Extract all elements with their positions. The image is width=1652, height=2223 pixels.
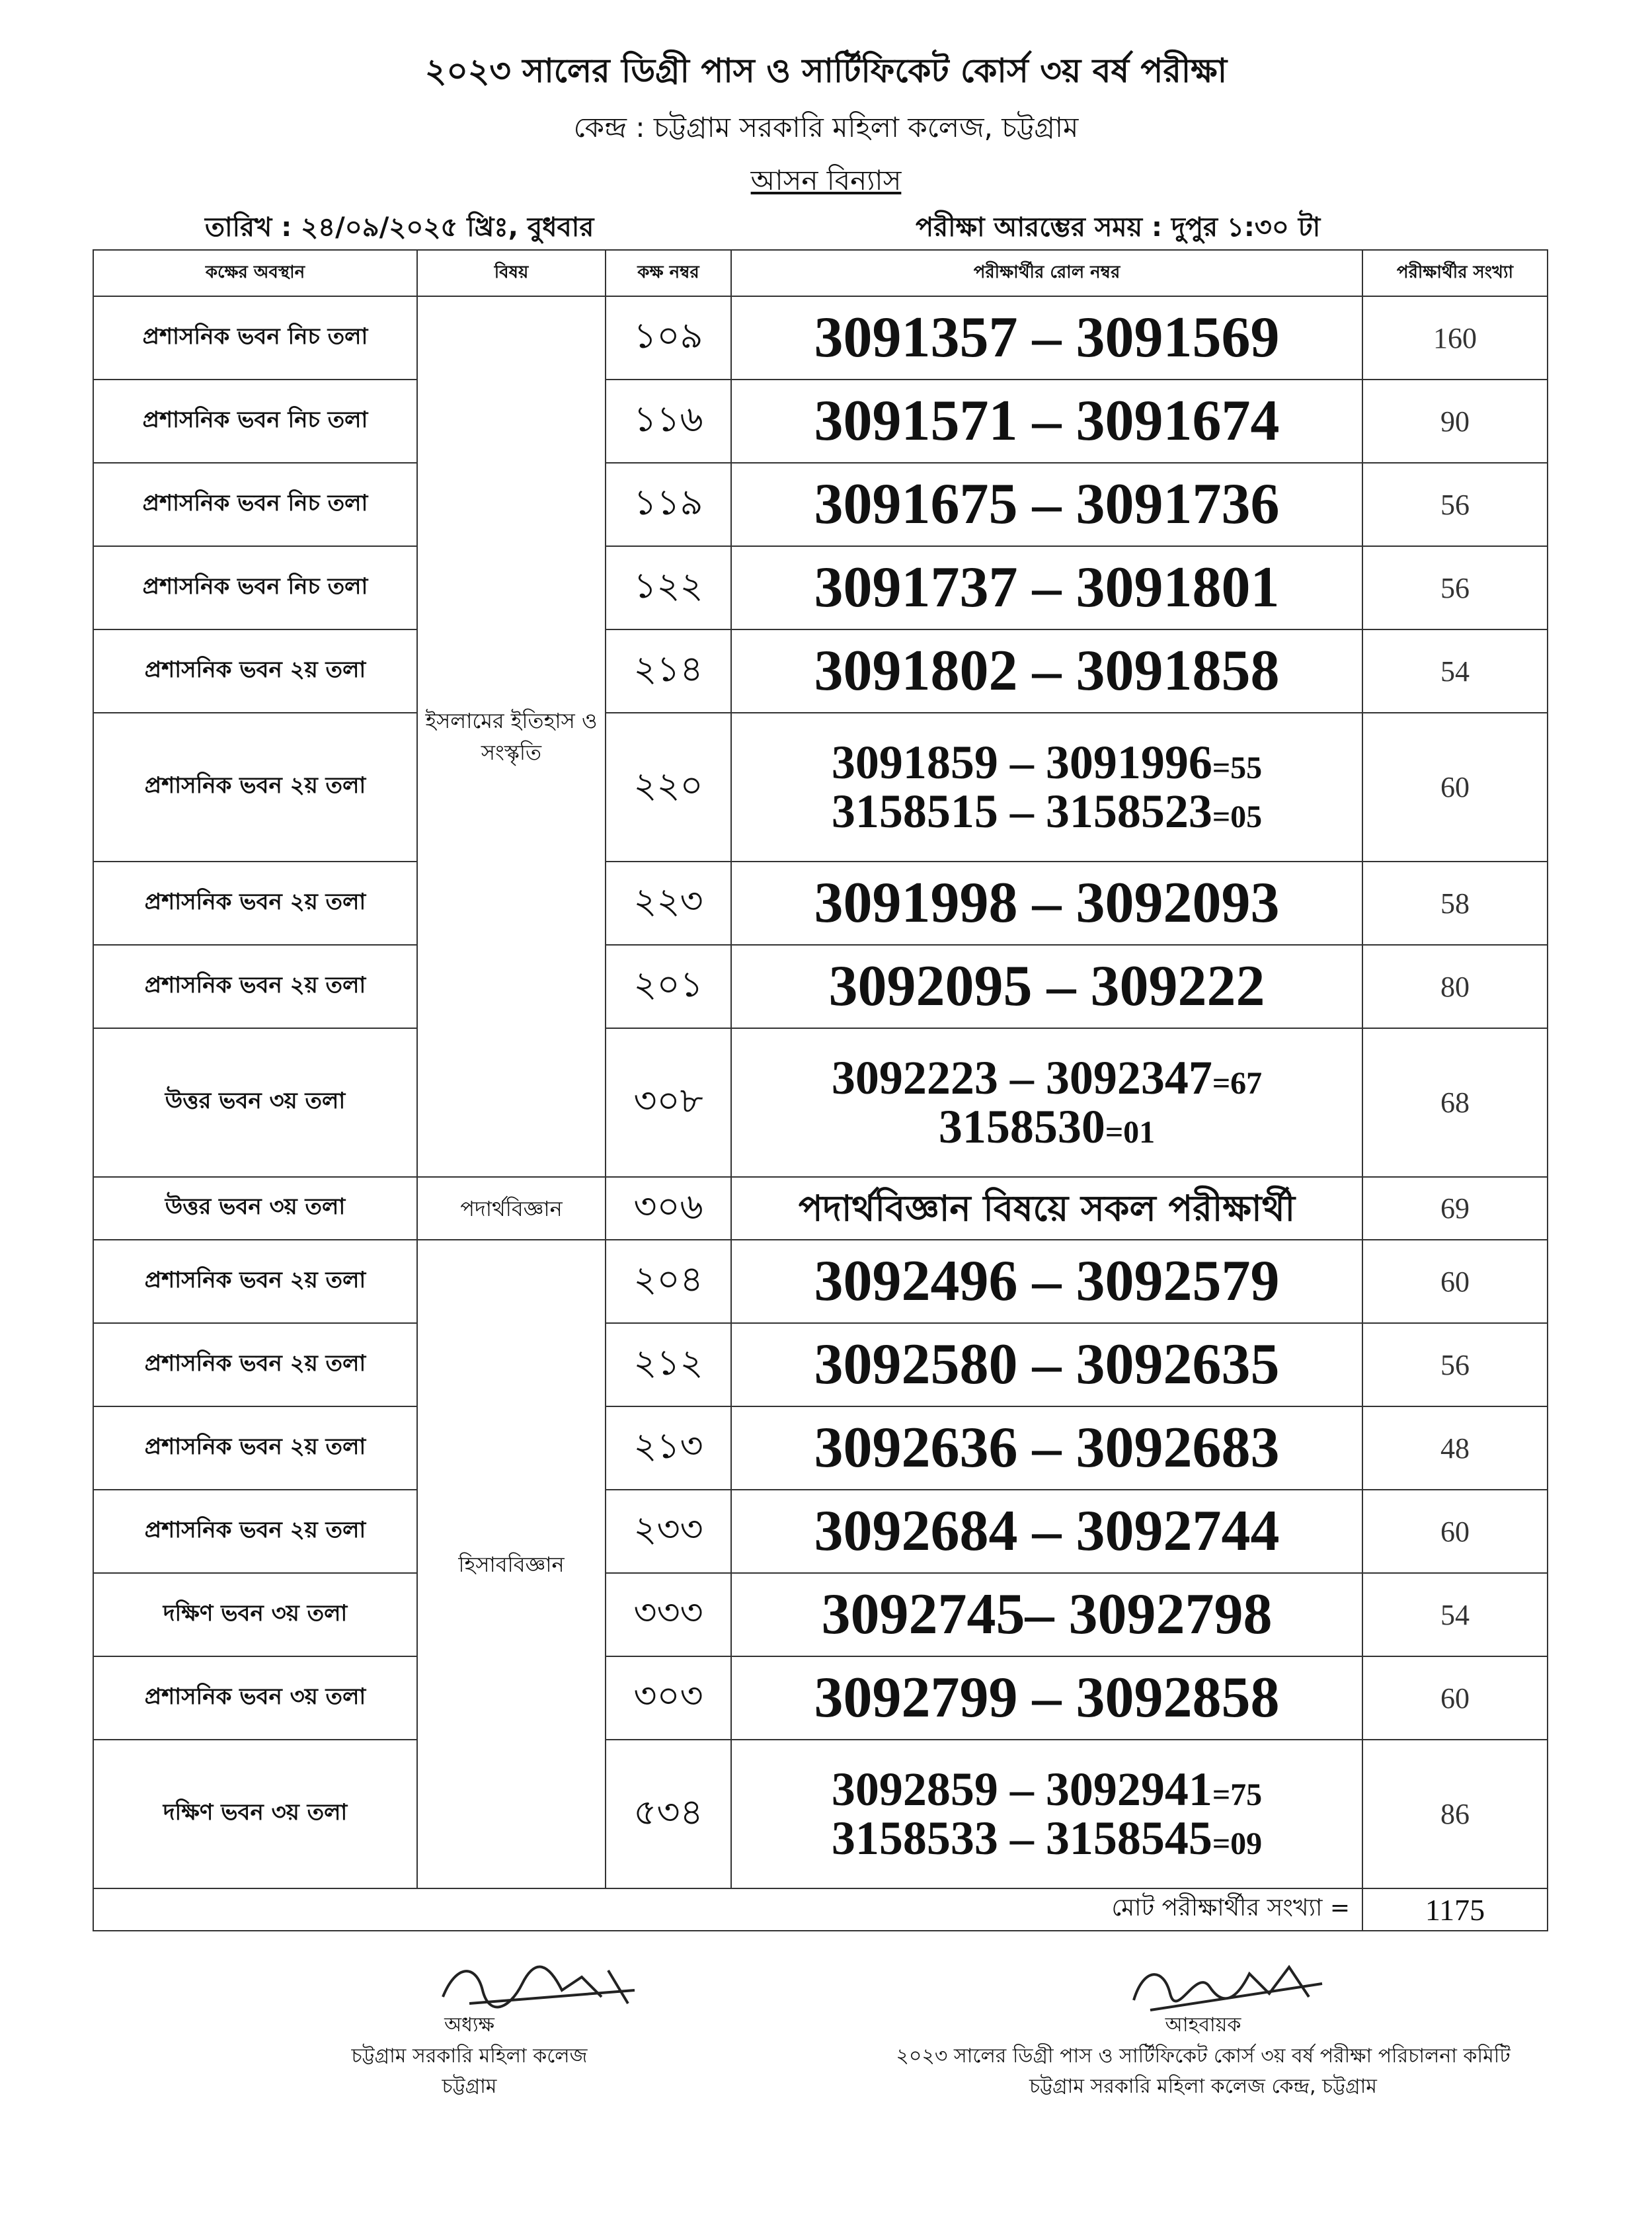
roll-range: 3092799 – 3092858 xyxy=(731,1656,1362,1740)
examinee-count: 68 xyxy=(1362,1028,1548,1177)
roll-range xyxy=(731,1028,1362,1177)
roll-range: 3091675 – 3091736 xyxy=(731,463,1362,546)
table-row xyxy=(93,629,1548,713)
roll-line: 3158533 – 3158545=09 xyxy=(831,1811,1263,1865)
table-row xyxy=(93,1656,1548,1740)
total-value: 1175 xyxy=(1362,1888,1548,1931)
roll-line: 3091859 – 3091996=55 xyxy=(831,736,1263,789)
table-row xyxy=(93,1406,1548,1490)
total-row xyxy=(93,1888,1548,1931)
document-title: ২০২৩ সালের ডিগ্রী পাস ও সার্টিফিকেট কোর্স ৩য় বর্ষ পরীক্ষা xyxy=(424,52,1228,90)
seat-plan-table xyxy=(93,249,1548,1931)
room-location: প্রশাসনিক ভবন ২য় তলা xyxy=(93,862,417,945)
examinee-count: 86 xyxy=(1362,1740,1548,1888)
roll-subtotal: =55 xyxy=(1212,750,1263,786)
table-row xyxy=(93,1490,1548,1573)
roll-range: 3091998 – 3092093 xyxy=(731,862,1362,945)
column-header-count: পরীক্ষার্থীর সংখ্যা xyxy=(1362,250,1548,296)
table-row xyxy=(93,463,1548,546)
column-header-room: কক্ষ নম্বর xyxy=(606,250,731,296)
roll-range: 3091737 – 3091801 xyxy=(731,546,1362,629)
seat-plan-title: আসন বিন্যাস xyxy=(750,164,902,196)
room-number: ৩০৩ xyxy=(606,1656,731,1740)
room-location: প্রশাসনিক ভবন নিচ তলা xyxy=(93,296,417,380)
convener-signature xyxy=(1124,1947,1335,2020)
room-number: ১১৯ xyxy=(606,463,731,546)
room-location: উত্তর ভবন ৩য় তলা xyxy=(93,1028,417,1177)
examinee-count: 80 xyxy=(1362,945,1548,1028)
roll-range: 3092684 – 3092744 xyxy=(731,1490,1362,1573)
room-location: প্রশাসনিক ভবন ২য় তলা xyxy=(93,713,417,862)
room-location: প্রশাসনিক ভবন ২য় তলা xyxy=(93,1240,417,1323)
room-number: ৩০৬ xyxy=(606,1177,731,1240)
roll-subtotal: =09 xyxy=(1212,1826,1263,1861)
room-number: ২১২ xyxy=(606,1323,731,1406)
room-location: উত্তর ভবন ৩য় তলা xyxy=(93,1177,417,1240)
examinee-count: 56 xyxy=(1362,1323,1548,1406)
room-number: ২২৩ xyxy=(606,862,731,945)
examinee-count: 60 xyxy=(1362,1656,1548,1740)
room-location: প্রশাসনিক ভবন ২য় তলা xyxy=(93,945,417,1028)
column-header-location: কক্ষের অবস্থান xyxy=(93,250,417,296)
room-number: ৩৩৩ xyxy=(606,1573,731,1656)
principal-city: চট্টগ্রাম xyxy=(442,2075,497,2098)
exam-center: কেন্দ্র : চট্টগ্রাম সরকারি মহিলা কলেজ, চট্টগ্রাম xyxy=(573,111,1079,143)
principal-title: অধ্যক্ষ xyxy=(444,2013,494,2037)
examinee-count: 60 xyxy=(1362,713,1548,862)
examinee-count: 58 xyxy=(1362,862,1548,945)
table-row xyxy=(93,862,1548,945)
table-row xyxy=(93,1177,1548,1240)
room-number: ২১৪ xyxy=(606,629,731,713)
table-row xyxy=(93,1028,1548,1177)
table-row xyxy=(93,546,1548,629)
roll-range: 3092496 – 3092579 xyxy=(731,1240,1362,1323)
table-row xyxy=(93,380,1548,463)
roll-subtotal: =01 xyxy=(1105,1114,1156,1150)
total-label: মোট পরীক্ষার্থীর সংখ্যা = xyxy=(93,1888,1362,1931)
room-location: প্রশাসনিক ভবন নিচ তলা xyxy=(93,380,417,463)
exam-date: তারিখ : ২৪/০৯/২০২৫ খ্রিঃ, বুধবার xyxy=(205,212,594,243)
committee-center: চট্টগ্রাম সরকারি মহিলা কলেজ কেন্দ্র, চট্টগ্রাম xyxy=(1029,2075,1377,2098)
room-number: ২৩৩ xyxy=(606,1490,731,1573)
room-number: ৫৩৪ xyxy=(606,1740,731,1888)
subject-cell: হিসাববিজ্ঞান xyxy=(417,1240,606,1888)
room-location: প্রশাসনিক ভবন ২য় তলা xyxy=(93,1490,417,1573)
room-number: ১২২ xyxy=(606,546,731,629)
examinee-count: 69 xyxy=(1362,1177,1548,1240)
room-number: ৩০৮ xyxy=(606,1028,731,1177)
roll-range xyxy=(731,713,1362,862)
table-row xyxy=(93,713,1548,862)
table-row xyxy=(93,1573,1548,1656)
roll-subtotal: =05 xyxy=(1212,799,1263,834)
room-location: দক্ষিণ ভবন ৩য় তলা xyxy=(93,1740,417,1888)
examinee-count: 56 xyxy=(1362,463,1548,546)
convener-title: আহবায়ক xyxy=(1165,2013,1241,2037)
examinee-count: 90 xyxy=(1362,380,1548,463)
convener-signature-block xyxy=(846,2010,1560,2103)
room-location: প্রশাসনিক ভবন ২য় তলা xyxy=(93,1406,417,1490)
roll-range: 3091571 – 3091674 xyxy=(731,380,1362,463)
examinee-count: 48 xyxy=(1362,1406,1548,1490)
examinee-count: 54 xyxy=(1362,1573,1548,1656)
roll-line: 3092859 – 3092941=75 xyxy=(831,1763,1263,1816)
table-row xyxy=(93,1740,1548,1888)
room-number: ১১৬ xyxy=(606,380,731,463)
roll-range: 3091357 – 3091569 xyxy=(731,296,1362,380)
room-location: প্রশাসনিক ভবন ২য় তলা xyxy=(93,1323,417,1406)
room-location: প্রশাসনিক ভবন নিচ তলা xyxy=(93,463,417,546)
room-number: ২২০ xyxy=(606,713,731,862)
principal-signature-block xyxy=(317,2010,621,2103)
roll-range: 3091802 – 3091858 xyxy=(731,629,1362,713)
room-number: ২১৩ xyxy=(606,1406,731,1490)
roll-range: পদার্থবিজ্ঞান বিষয়ে সকল পরীক্ষার্থী xyxy=(731,1177,1362,1240)
roll-range xyxy=(731,1740,1362,1888)
examinee-count: 54 xyxy=(1362,629,1548,713)
committee-name: ২০২৩ সালের ডিগ্রী পাস ও সার্টিফিকেট কোর্স ৩য় বর্ষ পরীক্ষা পরিচালনা কমিটি xyxy=(896,2044,1511,2068)
roll-subtotal: =67 xyxy=(1212,1066,1263,1102)
examinee-count: 56 xyxy=(1362,546,1548,629)
examinee-count: 160 xyxy=(1362,296,1548,380)
column-header-subject: বিষয় xyxy=(417,250,606,296)
room-location: প্রশাসনিক ভবন ৩য় তলা xyxy=(93,1656,417,1740)
roll-range: 3092636 – 3092683 xyxy=(731,1406,1362,1490)
room-location: দক্ষিণ ভবন ৩য় তলা xyxy=(93,1573,417,1656)
table-row xyxy=(93,1323,1548,1406)
roll-range: 3092580 – 3092635 xyxy=(731,1323,1362,1406)
room-location: প্রশাসনিক ভবন নিচ তলা xyxy=(93,546,417,629)
subject-cell: ইসলামের ইতিহাস ও সংস্কৃতি xyxy=(417,296,606,1177)
column-header-roll: পরীক্ষার্থীর রোল নম্বর xyxy=(731,250,1362,296)
examinee-count: 60 xyxy=(1362,1240,1548,1323)
table-header-row xyxy=(93,250,1548,296)
examinee-count: 60 xyxy=(1362,1490,1548,1573)
table-row xyxy=(93,945,1548,1028)
room-number: ১০৯ xyxy=(606,296,731,380)
room-number: ২০৪ xyxy=(606,1240,731,1323)
roll-range: 3092095 – 309222 xyxy=(731,945,1362,1028)
table-row xyxy=(93,296,1548,380)
roll-line: 3092223 – 3092347=67 xyxy=(831,1051,1263,1105)
room-number: ২০১ xyxy=(606,945,731,1028)
room-location: প্রশাসনিক ভবন ২য় তলা xyxy=(93,629,417,713)
subject-cell: পদার্থবিজ্ঞান xyxy=(417,1177,606,1240)
roll-range: 3092745– 3092798 xyxy=(731,1573,1362,1656)
principal-institution: চট্টগ্রাম সরকারি মহিলা কলেজ xyxy=(351,2044,588,2068)
roll-subtotal: =75 xyxy=(1212,1777,1263,1813)
roll-line: 3158515 – 3158523=05 xyxy=(831,784,1263,838)
exam-start-time: পরীক্ষা আরম্ভের সময় : দুপুর ১:৩০ টা xyxy=(916,212,1321,243)
roll-line: 3158530=01 xyxy=(938,1100,1156,1153)
table-row xyxy=(93,1240,1548,1323)
